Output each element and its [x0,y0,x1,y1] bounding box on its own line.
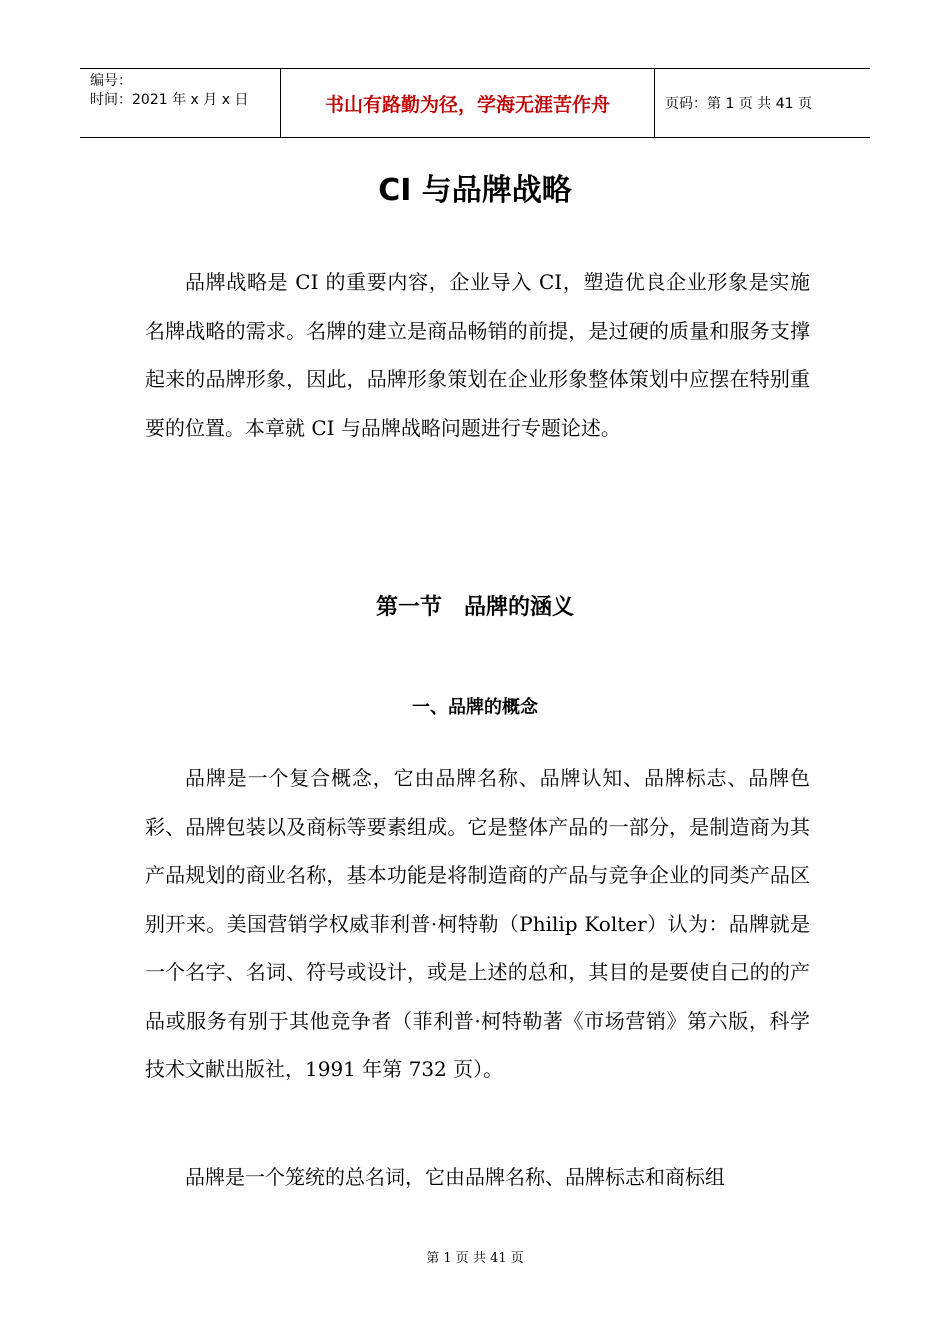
section-title: 第一节 品牌的涵义 [375,595,574,620]
page-footer: 第 1 页 共 41 页 [426,1251,524,1266]
time-label: 时间：2021 年 x 月 x 日 [90,92,249,108]
document-header [80,68,870,138]
header-meta [80,69,281,137]
header-page-info: 页码：第 1 页 共 41 页 [665,96,812,112]
body-paragraph-2: 品牌是一个笼统的总名词，它由品牌名称、品牌标志和商标组 [185,1165,725,1189]
number-label: 编号： [90,73,132,89]
header-motto: 书山有路勤为径，学海无涯苦作舟 [281,69,655,137]
subsection-title: 一、品牌的概念 [412,697,538,718]
intro-paragraph: 品牌战略是 CI 的重要内容，企业导入 CI，塑造优良企业形象是实施名牌战略的需求。名牌的建立是商品畅销的前提，是过硬的质量和服务支撑起来的品牌形象，因此，品牌形象策划在企业形象整体策划中应摆在特别重要的位置。本章就 CI 与品牌战略问题进行专题论述。 [145,270,810,440]
document-title: CI 与品牌战略 [378,173,572,208]
body-paragraph-1: 品牌是一个复合概念，它由品牌名称、品牌认知、品牌标志、品牌色彩、品牌包装以及商标等要素组成。它是整体产品的一部分，是制造商为其产品规划的商业名称，基本功能是将制造商的产品与竞争企业的同类产品区别开来。美国营销学权威菲利普·柯特勒（Philip Kolter）认为：品牌就是一个名字、名词、符号或设计，或是上述的总和，其目的是要使自己的的产品或服务有别于其他竞争者（菲利普·柯特勒著《市场营销》第六版，科学技术文献出版社，1991 年第 732 页）。 [145,766,810,1081]
